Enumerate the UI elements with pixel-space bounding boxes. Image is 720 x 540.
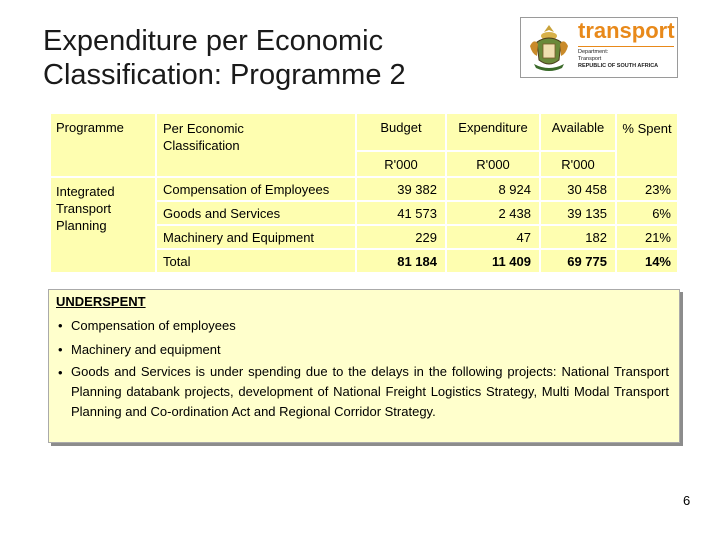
underspent-title: UNDERSPENT — [56, 294, 146, 309]
table-row-total — [156, 249, 356, 273]
row-expenditure: 8 924 — [498, 182, 531, 197]
header-budget: Budget — [380, 120, 422, 135]
row-spent-cell — [616, 201, 678, 225]
header-expenditure: Expenditure — [458, 120, 528, 135]
header-budget-cell — [356, 113, 446, 151]
transport-logo — [520, 17, 678, 78]
header-programme: Programme — [56, 120, 124, 135]
row-budget: 39 382 — [397, 182, 437, 197]
row-expenditure-cell — [446, 225, 540, 249]
page-number: 6 — [683, 493, 691, 508]
bullet-icon: • — [58, 342, 63, 357]
header-programme-cell — [50, 113, 156, 177]
row-available: 30 458 — [567, 182, 607, 197]
underspent-item: Goods and Services is under spending due to the delays in the following projects: National Transport Planning databank projects, development of National Freight Logistics Strategy, Multi Modal Transport Planning and Co-ordination Act and Regional Corridor Strategy. — [71, 364, 669, 419]
header-spent: % Spent — [622, 121, 672, 136]
logo-rule — [578, 46, 674, 47]
table-row — [156, 201, 356, 225]
total-expenditure-cell — [446, 249, 540, 273]
row-item: Total — [163, 254, 191, 269]
bullet-icon: • — [58, 318, 63, 333]
row-budget-cell — [356, 225, 446, 249]
header-expenditure-cell — [446, 113, 540, 151]
page-title — [43, 24, 513, 92]
row-spent: 6% — [652, 206, 671, 221]
row-budget-cell — [356, 177, 446, 201]
underspent-panel — [48, 289, 680, 443]
row-budget: 229 — [415, 230, 437, 245]
table-row — [156, 177, 356, 201]
row-spent: 21% — [644, 230, 671, 245]
bullet-icon: • — [58, 365, 63, 380]
row-expenditure: 2 438 — [498, 206, 531, 221]
header-classification-cell — [156, 113, 356, 177]
unit-expenditure-cell — [446, 151, 540, 177]
underspent-item: Compensation of employees — [71, 318, 236, 333]
row-available: 39 135 — [567, 206, 607, 221]
coat-of-arms-icon — [524, 22, 574, 74]
row-available-cell — [540, 177, 616, 201]
unit-budget: R'000 — [384, 157, 418, 172]
header-available-cell — [540, 113, 616, 151]
row-expenditure-cell — [446, 201, 540, 225]
title-line-1: Expenditure per Economic — [43, 25, 384, 57]
total-available: 69 775 — [567, 254, 607, 269]
unit-budget-cell — [356, 151, 446, 177]
title-line-2: Classification: Programme 2 — [43, 59, 406, 91]
row-item: Goods and Services — [163, 206, 281, 221]
unit-expenditure: R'000 — [476, 157, 510, 172]
row-item: Machinery and Equipment — [163, 230, 315, 245]
total-expenditure: 11 409 — [491, 254, 531, 269]
row-budget-cell — [356, 201, 446, 225]
total-spent-cell — [616, 249, 678, 273]
table-row — [156, 225, 356, 249]
programme-name: Integrated Transport Planning — [56, 184, 115, 233]
total-spent: 14% — [644, 254, 671, 269]
logo-dept-label: Department: — [578, 49, 609, 55]
row-budget: 41 573 — [397, 206, 437, 221]
expenditure-table — [50, 113, 678, 273]
underspent-item: Machinery and equipment — [71, 342, 221, 357]
unit-available: R'000 — [561, 157, 595, 172]
unit-available-cell — [540, 151, 616, 177]
logo-country: REPUBLIC OF SOUTH AFRICA — [578, 63, 659, 69]
total-available-cell — [540, 249, 616, 273]
logo-dept-name: Transport — [578, 56, 602, 62]
row-expenditure-cell — [446, 177, 540, 201]
row-available: 182 — [585, 230, 607, 245]
row-spent-cell — [616, 225, 678, 249]
row-spent-cell — [616, 177, 678, 201]
header-spent-cell — [616, 113, 678, 177]
header-available: Available — [551, 120, 605, 135]
total-budget: 81 184 — [397, 254, 437, 269]
logo-wordmark: transport — [578, 18, 675, 43]
programme-name-cell — [50, 177, 156, 273]
row-expenditure: 47 — [516, 230, 531, 245]
total-budget-cell — [356, 249, 446, 273]
row-available-cell — [540, 201, 616, 225]
header-classification: Per Economic Classification — [163, 121, 244, 153]
row-spent: 23% — [644, 182, 671, 197]
row-item: Compensation of Employees — [163, 182, 330, 197]
row-available-cell — [540, 225, 616, 249]
